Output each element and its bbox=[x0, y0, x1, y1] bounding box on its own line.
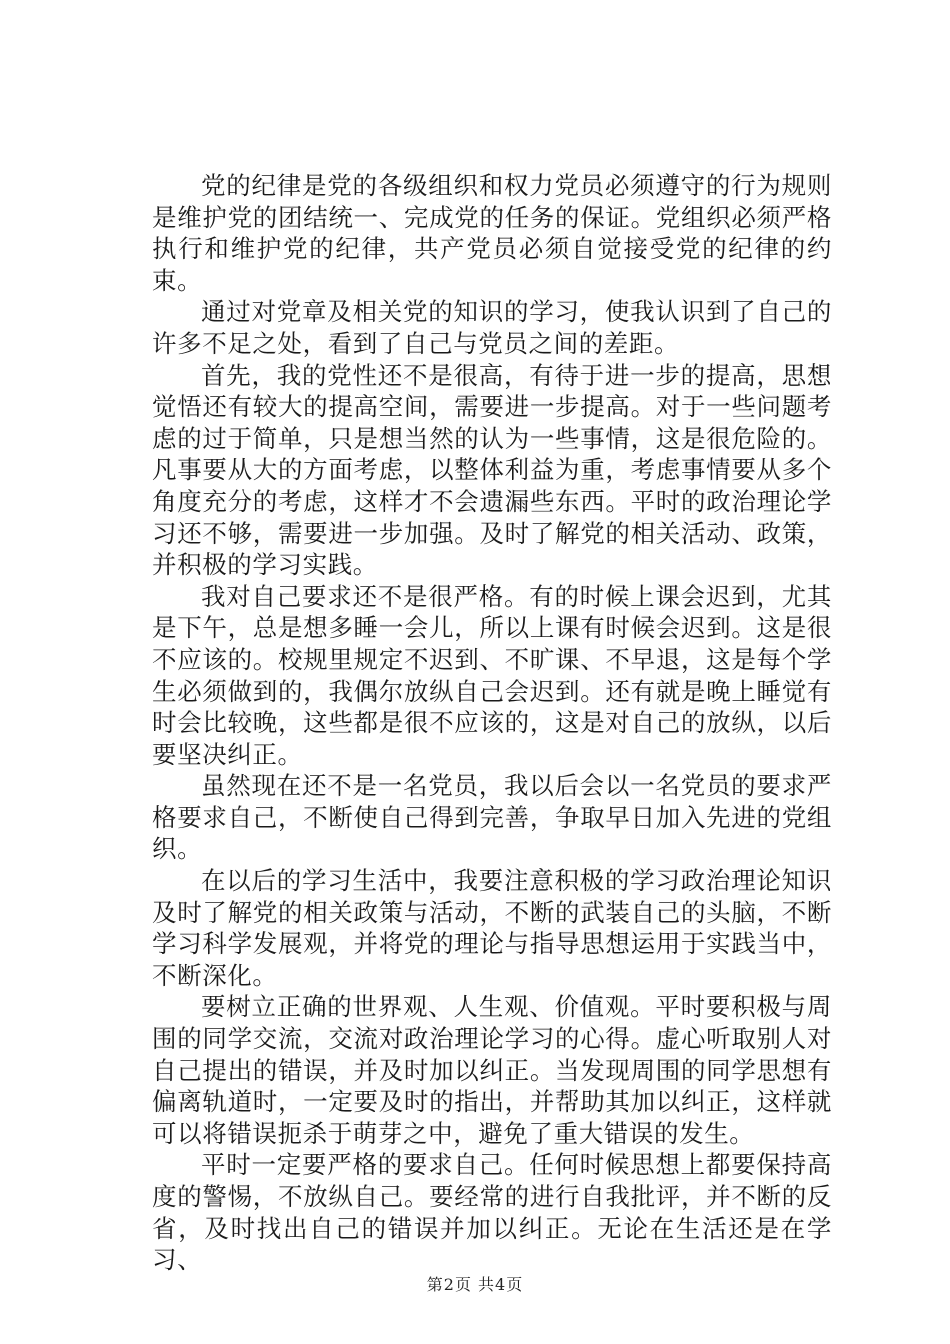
paragraph-5: 虽然现在还不是一名党员，我以后会以一名党员的要求严格要求自己，不断使自己得到完善，争取早日加入先进的党组织。 bbox=[152, 771, 832, 864]
paragraph-7: 要树立正确的世界观、人生观、价值观。平时要积极与周围的同学交流，交流对政治理论学习的心得。虚心听取别人对自己提出的错误，并及时加以纠正。当发现周围的同学思想有偏离轨道时，一定要及时的指出，并帮助其加以纠正，这样就可以将错误扼杀于萌芽之中，避免了重大错误的发生。 bbox=[152, 992, 832, 1148]
paragraph-8: 平时一定要严格的要求自己。任何时候思想上都要保持高度的警惕，不放纵自己。要经常的进行自我批评，并不断的反省，及时找出自己的错误并加以纠正。无论在生活还是在学习、 bbox=[152, 1150, 832, 1275]
paragraph-3: 首先，我的党性还不是很高，有待于进一步的提高，思想觉悟还有较大的提高空间，需要进一步提高。对于一些问题考虑的过于简单，只是想当然的认为一些事情，这是很危险的。凡事要从大的方面考虑，以整体利益为重，考虑事情要从多个角度充分的考虑，这样才不会遗漏些东西。平时的政治理论学习还不够，需要进一步加强。及时了解党的相关活动、政策，并积极的学习实践。 bbox=[152, 360, 832, 580]
paragraph-2: 通过对党章及相关党的知识的学习，使我认识到了自己的许多不足之处，看到了自己与党员之间的差距。 bbox=[152, 297, 832, 358]
document-body bbox=[152, 170, 832, 1276]
paragraph-6: 在以后的学习生活中，我要注意积极的学习政治理论知识及时了解党的相关政策与活动，不断的武装自己的头脑，不断学习科学发展观，并将党的理论与指导思想运用于实践当中，不断深化。 bbox=[152, 866, 832, 990]
paragraph-4: 我对自己要求还不是很严格。有的时候上课会迟到，尤其是下午，总是想多睡一会儿，所以上课有时候会迟到。这是很不应该的。校规里规定不迟到、不旷课、不早退，这是每个学生必须做到的，我偶尔放纵自己会迟到。还有就是晚上睡觉有时会比较晚，这些都是很不应该的，这是对自己的放纵，以后要坚决纠正。 bbox=[152, 581, 832, 769]
paragraph-1: 党的纪律是党的各级组织和权力党员必须遵守的行为规则是维护党的团结统一、完成党的任务的保证。党组织必须严格执行和维护党的纪律，共产党员必须自觉接受党的纪律的约束。 bbox=[152, 171, 832, 295]
page-number-footer: 第2页 共4页 bbox=[426, 1275, 524, 1294]
